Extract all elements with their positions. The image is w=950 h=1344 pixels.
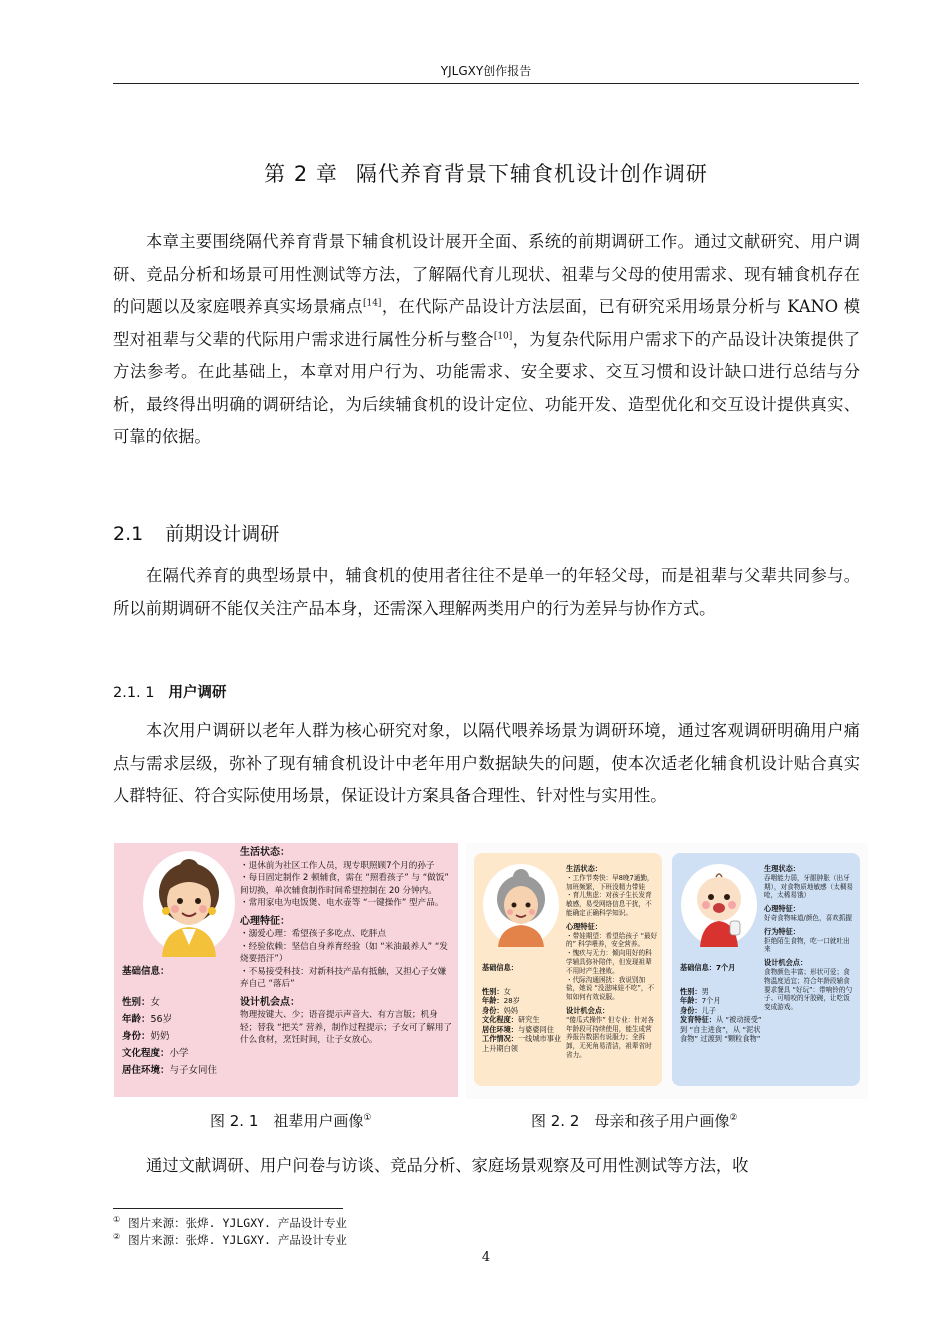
citation-14[interactable]: [14] xyxy=(362,298,382,309)
section-paragraph: 在隔代养育的典型场景中，辅食机的使用者往往不是单一的年轻父母，而是祖辈与父辈共同参与。所以前期调研不能仅关注产品本身，还需深入理解两类用户的行为差异与协作方式。 xyxy=(113,566,860,618)
gender-label: 性别： xyxy=(680,986,702,996)
development-value: 从 “被动接受” 到 “自主进食”，从 “泥状食物” 过渡到 “颗粒食物” xyxy=(680,1015,762,1043)
footnote-2 xyxy=(113,1232,347,1248)
baby-avatar-icon xyxy=(680,863,758,947)
subsection-number: 2.1. 1 xyxy=(113,685,155,701)
role-label: 身份： xyxy=(680,1005,702,1015)
footnote-mark: ② xyxy=(113,1232,121,1242)
mother-details xyxy=(566,865,658,1060)
living-label: 居住环境： xyxy=(122,1065,170,1076)
behavior-title: 行为特征： xyxy=(764,926,800,936)
mother-basic-info xyxy=(482,963,564,1053)
role-label: 身份： xyxy=(482,1005,504,1015)
role-value: 奶奶 xyxy=(150,1031,170,1042)
physiology-title: 生理状态： xyxy=(764,864,800,873)
footnote-marker-2[interactable]: ② xyxy=(729,1113,738,1123)
psychology-item: ・愧疚与无力：倾向用好的科学辅具弥补陪伴，但发现祖辈不用时产生挫败。 xyxy=(566,949,652,975)
gender-value: 男 xyxy=(701,986,709,996)
footnote-1 xyxy=(113,1215,347,1231)
basic-info-title: 基础信息：7个月 xyxy=(680,963,736,972)
education-value: 研究生 xyxy=(517,1015,540,1024)
mother-persona-card xyxy=(474,853,662,1086)
age-label: 年龄： xyxy=(122,1014,151,1025)
gender-label: 性别： xyxy=(482,986,504,996)
psychology-title: 心理特征： xyxy=(240,915,290,927)
mother-child-persona-figure xyxy=(466,843,868,1099)
design-opportunity-item: 物理按键大、少；语音提示声音大、有方言版；机身轻；替我 “把关” 营养，制作过程提示；子女可了解用了什么食材，烹饪时间，让子女放心。 xyxy=(240,1010,453,1045)
basic-info-title: 基础信息： xyxy=(482,963,518,972)
life-item: ・每日固定制作 2 顿辅食，需在 “照看孩子” 与 “做饭” 间切换，单次辅食制作时间希望控制在 20 分钟内。 xyxy=(240,873,449,896)
psychology-item: ・溺爱心理：希望孩子多吃点、吃胖点 xyxy=(240,929,387,939)
intro-text-1: 本章主要围绕隔代养育背景下辅食机设计展开全面、系统的前期调研工作。通过文献研究、用户调研、竞品分析和场景可用性测试等方法，了解隔代育儿现状、祖辈与父母的使用需求、现有辅食机存在的问题以及家庭喂养真实场景痛点 xyxy=(113,232,860,316)
psychology-title: 心理特征： xyxy=(764,904,800,914)
work-value: 一线城市事业上升期白领 xyxy=(482,1034,562,1053)
education-label: 文化程度： xyxy=(482,1015,518,1024)
psychology-item: ・代际沟通困扰：我说别加盐，她说 “没滋味娃不吃”，不知如何有效说服。 xyxy=(566,975,655,1002)
child-basic-info xyxy=(680,963,762,1044)
living-label: 居住环境： xyxy=(482,1024,518,1034)
chapter-title xyxy=(113,158,859,188)
life-item: ・退休前为社区工作人员，现专职照顾7个月的孙子 xyxy=(240,860,435,871)
footnote-mark: ① xyxy=(113,1215,121,1225)
subsection-heading xyxy=(113,681,227,702)
footnote-marker-1[interactable]: ① xyxy=(363,1113,372,1123)
life-status-title: 生活状态： xyxy=(240,847,290,858)
age-label: 年龄： xyxy=(680,996,702,1005)
psychology-item: ・经验依赖：坚信自身养育经验（如 “米油最养人” “发烧要捂汗”） xyxy=(240,941,448,964)
intro-paragraph xyxy=(113,226,860,454)
gender-value: 女 xyxy=(503,986,511,996)
grandparent-details xyxy=(240,847,454,1047)
citation-10[interactable]: [10] xyxy=(493,331,513,342)
design-opportunity-title: 设计机会点： xyxy=(764,958,808,968)
child-details xyxy=(764,865,856,1012)
life-status-title: 生活状态： xyxy=(566,864,602,873)
closing-paragraph: 通过文献调研、用户问卷与访谈、竞品分析、家庭场景观察及可用性测试等方法，收 xyxy=(146,1156,749,1175)
grandmother-avatar-icon xyxy=(142,849,236,957)
chapter-number: 第 2 章 xyxy=(264,162,338,186)
living-value: 与子女同住 xyxy=(169,1065,218,1076)
work-label: 工作情况： xyxy=(482,1034,518,1043)
psychology-item: 好奇食物味道/颜色，喜欢抓握 xyxy=(764,913,852,922)
caption-text: 图 2. 1 祖辈用户画像 xyxy=(210,1112,364,1130)
age-value: 56岁 xyxy=(150,1014,173,1025)
section-title: 前期设计调研 xyxy=(165,523,280,545)
grandparent-basic-info xyxy=(122,963,217,1079)
education-label: 文化程度： xyxy=(122,1048,170,1059)
page-number: 4 xyxy=(481,1250,491,1265)
development-label: 发育特征： xyxy=(680,1015,716,1024)
education-value: 小学 xyxy=(169,1048,189,1059)
gender-value: 女 xyxy=(150,997,161,1008)
chapter-title-text: 隔代养育背景下辅食机设计创作调研 xyxy=(355,162,708,186)
section-number: 2.1 xyxy=(113,523,144,545)
age-value: 28岁 xyxy=(503,996,520,1005)
age-label: 年龄： xyxy=(482,996,504,1005)
role-label: 身份： xyxy=(122,1031,151,1042)
child-persona-card xyxy=(672,853,860,1086)
section-heading xyxy=(113,519,279,546)
life-item: ・工作节奏快：早8晚7通勤，加班频繁，下班没精力带娃 xyxy=(566,873,654,891)
psychology-item: ・带娃期望：希望给孩子 “最好的” 科学喂养，安全营养。 xyxy=(566,931,658,949)
design-opportunity-title: 设计机会点： xyxy=(240,996,300,1008)
physiology-item: 吞咽能力弱，牙龈肿胀（出牙期），对食物质地敏感（太稠易呛，太稀易饿） xyxy=(764,873,854,900)
footnote-text: 图片来源：张烨. YJLGXY. 产品设计专业 xyxy=(128,1233,347,1247)
psychology-item: ・不易接受科技：对新科技产品有抵触，又担心子女嫌弃自己 “落后” xyxy=(240,966,447,989)
page-header: YJLGXY创作报告 xyxy=(113,62,859,84)
living-value: 与婆婆同住 xyxy=(517,1024,554,1034)
figure-1-caption xyxy=(210,1110,371,1131)
psychology-title: 心理特征： xyxy=(566,921,602,931)
grandparent-persona-figure xyxy=(114,843,458,1097)
role-value: 儿子 xyxy=(701,1005,716,1015)
intro-text-2: ，在代际产品设计方法层面，已有研究采用场景分析与 KANO 模型对祖辈与父辈的代际用户需求进行属性分析与整合 xyxy=(113,297,860,349)
behavior-item: 拒绝陌生食物，吃一口就吐出来 xyxy=(764,936,850,954)
design-opportunity-item: 食物颜色丰富；形状可爱；食物温度适宜；符合年龄段辅食要求餐具 “好玩”：带响铃的勺子、可啃咬的牙胶碗，让吃饭变成游戏。 xyxy=(764,967,853,1012)
life-item: ・常用家电为电饭煲、电水壶等 “一键操作” 型产品。 xyxy=(240,898,444,908)
role-value: 妈妈 xyxy=(503,1005,518,1015)
caption-text: 图 2. 2 母亲和孩子用户画像 xyxy=(531,1112,730,1130)
mother-avatar-icon xyxy=(482,863,560,947)
life-item: ・育儿焦虑：对孩子生长发育敏感，易受网络信息干扰，不能确定正确科学知识。 xyxy=(566,891,652,917)
figure-2-caption xyxy=(531,1110,737,1131)
footnote-text: 图片来源：张烨. YJLGXY. 产品设计专业 xyxy=(128,1216,347,1230)
basic-info-title: 基础信息： xyxy=(122,966,170,977)
intro-text-3: ，为复杂代际用户需求下的产品设计决策提供了方法参考。在此基础上，本章对用户行为、功能需求、安全要求、交互习惯和设计缺口进行总结与分析，最终得出明确的调研结论，为后续辅食机的设计定位、功能开发、造型优化和交互设计提供真实、可靠的依据。 xyxy=(113,329,860,446)
design-opportunity-item: “傻瓜式操作” 但专业：针对各年龄段可持续使用，能生成营养报告数据有说服力；全拆卸，无死角易清洁，祖辈省时省力。 xyxy=(566,1015,655,1059)
design-opportunity-title: 设计机会点： xyxy=(566,1005,610,1015)
subsection-paragraph: 本次用户调研以老年人群为核心研究对象，以隔代喂养场景为调研环境，通过客观调研明确用户痛点与需求层级，弥补了现有辅食机设计中老年用户数据缺失的问题，使本次适老化辅食机设计贴合真实人群特征、符合实际使用场景，保证设计方案具备合理性、针对性与实用性。 xyxy=(113,721,860,805)
age-value: 7个月 xyxy=(701,996,721,1005)
footnote-divider xyxy=(113,1208,343,1209)
gender-label: 性别： xyxy=(122,997,151,1008)
subsection-title: 用户调研 xyxy=(168,685,227,701)
